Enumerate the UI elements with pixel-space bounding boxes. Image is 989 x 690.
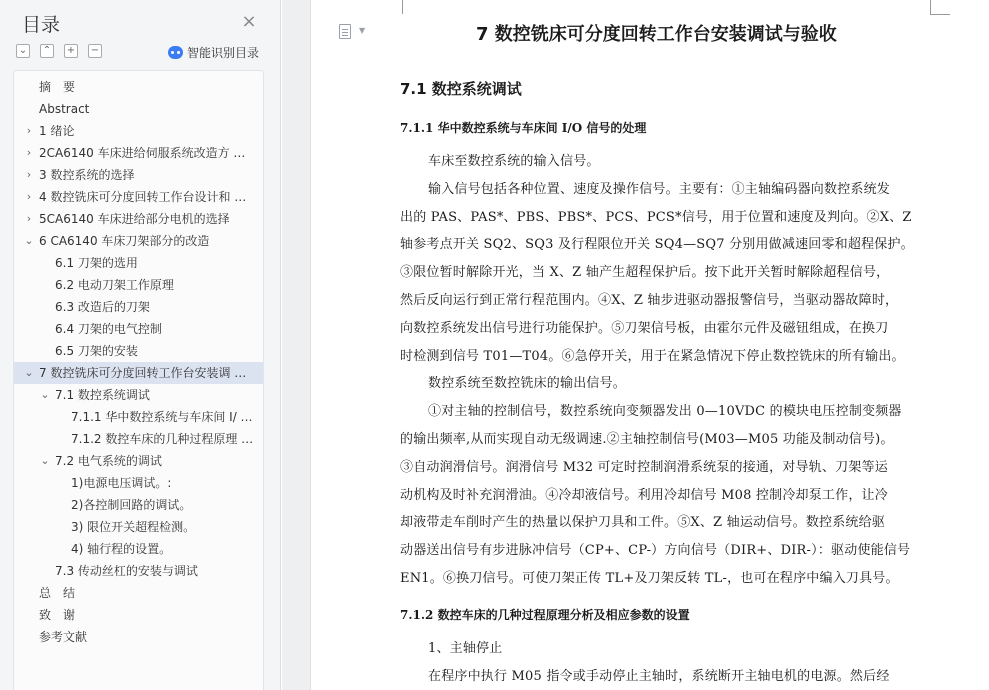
paragraph-line: 的输出频率,从而实现自动无级调速.②主轴控制信号(M03—M05 功能及制动信号)。 [400, 432, 894, 447]
paragraph-line: 车床至数控系统的输入信号。 [428, 154, 600, 169]
toc-item-label: 6.5 刀架的安装 [55, 344, 138, 358]
toc-item-label: Abstract [39, 102, 90, 116]
toc-item[interactable] [14, 208, 263, 230]
toc-item[interactable] [14, 472, 263, 494]
toc-item-label: 1 绪论 [39, 124, 75, 138]
chevron-right-icon[interactable]: › [26, 146, 32, 159]
toc-item-label: 3) 限位开关超程检测。 [71, 520, 196, 534]
paragraph-line: 然后反向运行到正常行程范围内。④X、Z 轴步进驱动器报警信号，当驱动器故障时， [400, 293, 899, 308]
chevron-down-icon[interactable]: ▼ [359, 26, 366, 35]
toc-item-label: 7.3 传动丝杠的安装与调试 [55, 564, 198, 578]
paragraph-line: ①对主轴的控制信号，数控系统向变频器发出 0—10VDC 的模块电压控制变频器 [428, 404, 902, 420]
minus-icon[interactable]: − [88, 44, 102, 58]
toc-list [13, 70, 264, 690]
toc-item[interactable] [14, 406, 263, 428]
paragraph-line: 出的 PAS、PAS*、PBS、PBS*、PCS、PCS*信号，用于位置和速度及判向。②X、Z [400, 209, 912, 225]
toc-item-label: 3 数控系统的选择 [39, 168, 135, 182]
toc-item[interactable] [14, 362, 263, 384]
toc-item[interactable] [14, 186, 263, 208]
toc-item-label: 致 谢 [39, 608, 76, 622]
toc-item[interactable] [14, 252, 263, 274]
toc-item[interactable] [14, 560, 263, 582]
toc-item-label: 6 CA6140 车床刀架部分的改造 [39, 234, 210, 248]
chevron-right-icon[interactable]: › [26, 212, 32, 225]
crop-mark [930, 0, 931, 14]
paragraph-line: 动器送出信号有步进脉冲信号（CP+、CP-）方向信号（DIR+、DIR-）：驱动使能信号 [400, 543, 911, 559]
toc-item-label: 参考文献 [39, 630, 88, 644]
paragraph-line: 1、主轴停止 [428, 641, 503, 656]
toc-item-label: 6.2 电动刀架工作原理 [55, 278, 174, 292]
toc-item-label: 4) 轴行程的设置。 [71, 542, 172, 556]
add-icon[interactable]: + [64, 44, 78, 58]
document-icon[interactable] [339, 24, 351, 39]
toc-item[interactable] [14, 626, 263, 648]
toc-item[interactable] [14, 516, 263, 538]
toc-item-label: 1)电源电压调试。: [71, 476, 172, 490]
toc-item[interactable] [14, 76, 263, 98]
toc-item[interactable] [14, 494, 263, 516]
paragraph-line: ③自动润滑信号。润滑信号 M32 可定时控制润滑系统泵的接通，对导轨、刀架等运 [400, 459, 888, 475]
paragraph-line: ③限位暂时解除开光，当 X、Z 轴产生超程保护后。按下此开关暂时解除超程信号， [400, 265, 890, 281]
toc-item-label: 7.1.1 华中数控系统与车床间 I/ … [71, 410, 253, 424]
toc-item[interactable] [14, 230, 263, 252]
toc-item[interactable] [14, 582, 263, 604]
toc-item[interactable] [14, 120, 263, 142]
chevron-down-icon[interactable]: ⌄ [40, 388, 50, 401]
crop-mark [930, 14, 950, 15]
paragraph-line: 轴参考点开关 SQ2、SQ3 及行程限位开关 SQ4—SQ7 分别用做减速回零和超程保护。 [400, 237, 914, 253]
page-title: 7 数控铣床可分度回转工作台安装调试与验收 [476, 24, 837, 45]
section-heading-7-1-2: 7.1.2 数控车床的几种过程原理分析及相应参数的设置 [400, 608, 690, 622]
paragraph-line: EN1。⑥换刀信号。可使刀架正传 TL+及刀架反转 TL-，也可在程序中编入刀具号。 [400, 571, 899, 586]
paragraph-line: 时检测到信号 T01—T04。⑥急停开关，用于在紧急情况下停止数控铣床的所有输出。 [400, 348, 905, 364]
toc-title: 目录 [22, 14, 61, 36]
paragraph-line: 数控系统至数控铣床的输出信号。 [428, 376, 627, 392]
crop-mark [402, 0, 403, 14]
expand-up-icon[interactable]: ⌃ [40, 44, 54, 58]
toc-item-label: 6.1 刀架的选用 [55, 256, 138, 270]
close-icon[interactable]: × [241, 11, 257, 32]
chevron-down-icon[interactable]: ⌄ [40, 454, 50, 467]
chevron-right-icon[interactable]: › [26, 190, 32, 203]
toc-item[interactable] [14, 384, 263, 406]
toc-item[interactable] [14, 296, 263, 318]
section-heading-7-1: 7.1 数控系统调试 [400, 80, 522, 98]
toc-item-label: 摘 要 [39, 80, 76, 94]
paragraph-line: 输入信号包括各种位置、速度及操作信号。主要有：①主轴编码器向数控系统发 [428, 181, 891, 197]
toc-item[interactable] [14, 98, 263, 120]
toc-item-label: 6.4 刀架的电气控制 [55, 322, 162, 336]
toc-item-label: 7 数控铣床可分度回转工作台安装调 … [39, 366, 247, 380]
toc-item-label: 2CA6140 车床进给伺服系统改造方 … [39, 146, 246, 160]
toc-item[interactable] [14, 340, 263, 362]
toc-item-label: 2)各控制回路的调试。 [71, 498, 192, 512]
toc-item[interactable] [14, 538, 263, 560]
toc-item[interactable] [14, 604, 263, 626]
chevron-right-icon[interactable]: › [26, 124, 32, 137]
toc-item-label: 5CA6140 车床进给部分电机的选择 [39, 212, 230, 226]
toc-item-label: 7.1.2 数控车床的几种过程原理 … [71, 432, 254, 446]
collapse-all-icon[interactable]: ⌄ [16, 44, 30, 58]
section-heading-7-1-1: 7.1.1 华中数控系统与车床间 I/O 信号的处理 [400, 121, 647, 135]
toc-item-label: 7.2 电气系统的调试 [55, 454, 162, 468]
robot-icon [168, 46, 183, 59]
toc-item[interactable] [14, 450, 263, 472]
paragraph-line: 却液带走车削时产生的热量以保护刀具和工件。⑤X、Z 轴运动信号。数控系统给驱 [400, 515, 886, 531]
chevron-down-icon[interactable]: ⌄ [24, 234, 34, 247]
toc-item-label: 7.1 数控系统调试 [55, 388, 150, 402]
toc-item[interactable] [14, 428, 263, 450]
chevron-right-icon[interactable]: › [26, 168, 32, 181]
toc-item[interactable] [14, 164, 263, 186]
toc-item-label: 总 结 [39, 586, 76, 600]
paragraph-line: 在程序中执行 M05 指令或手动停止主轴时，系统断开主轴电机的电源。然后经 [428, 669, 890, 684]
toc-panel [0, 0, 281, 690]
toc-item[interactable] [14, 318, 263, 340]
paragraph-line: 向数控系统发出信号进行功能保护。⑤刀架信号板，由霍尔元件及磁钮组成，在换刀 [400, 320, 889, 336]
toc-item-label: 4 数控铣床可分度回转工作台设计和 … [39, 190, 247, 204]
chevron-down-icon[interactable]: ⌄ [24, 366, 34, 379]
paragraph-line: 动机构及时补充润滑油。④冷却液信号。利用冷却信号 M08 控制冷却泵工作，让冷 [400, 487, 888, 503]
toc-item-label: 6.3 改造后的刀架 [55, 300, 150, 314]
smart-recognize-toc-button[interactable] [168, 43, 259, 61]
toc-item[interactable] [14, 274, 263, 296]
smart-recognize-label: 智能识别目录 [187, 45, 260, 60]
toc-item[interactable] [14, 142, 263, 164]
